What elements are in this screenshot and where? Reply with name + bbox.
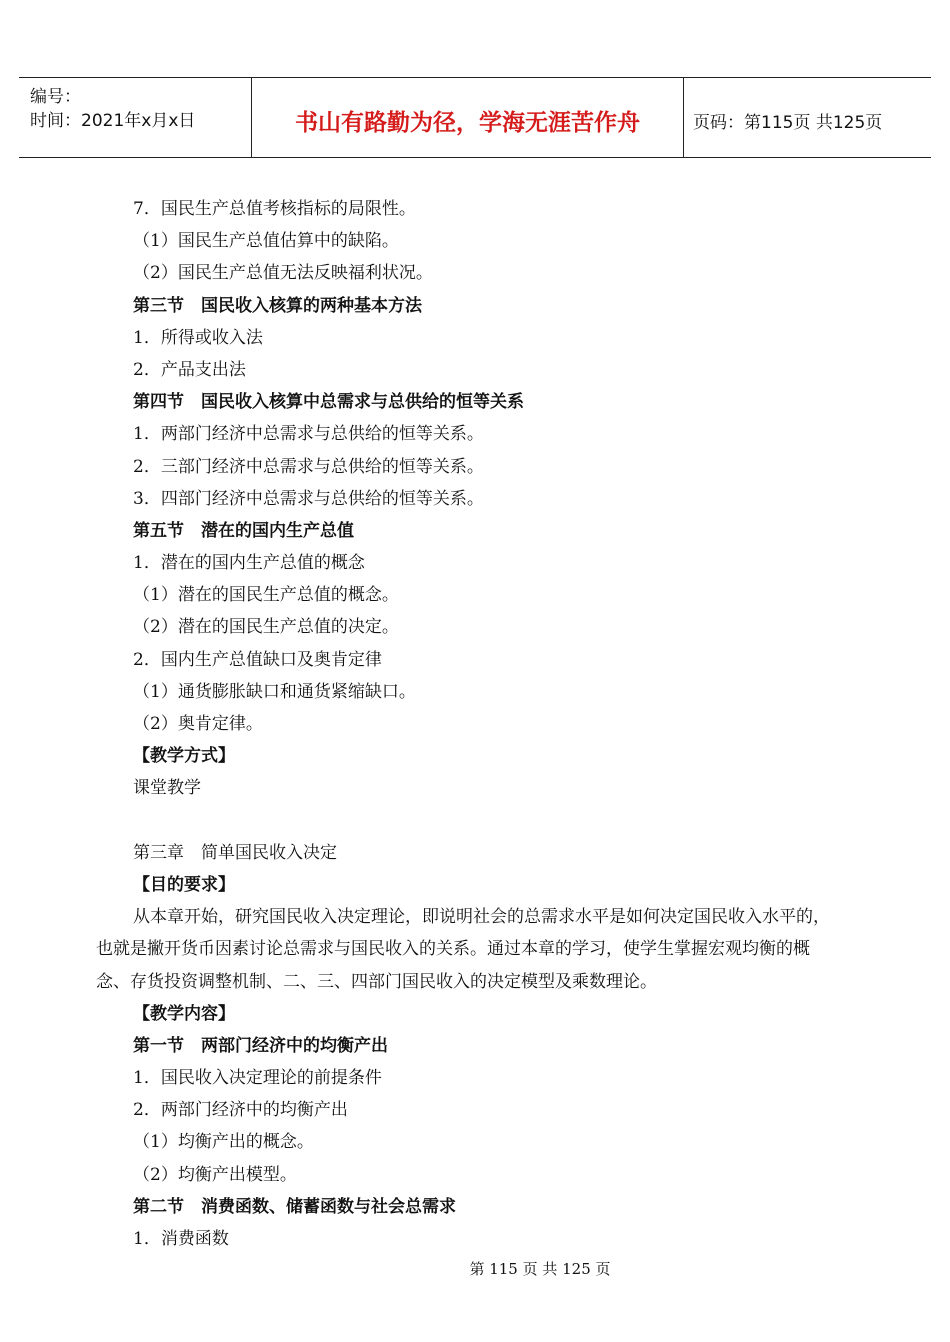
objectives-paragraph: 从本章开始，研究国民收入决定理论，即说明社会的总需求水平是如何决定国民收入水平的，也就是撇开货币因素讨论总需求与国民收入的关系。通过本章的学习，使学生掌握宏观均衡的概念、存货投资调整机制、二、三、四部门国民收入的决定模型及乘数理论。 [96, 907, 830, 992]
list-item: 2．国内生产总值缺口及奥肯定律 [133, 649, 382, 670]
list-item: （2）均衡产出模型。 [133, 1164, 297, 1185]
list-item: 3．四部门经济中总需求与总供给的恒等关系。 [133, 488, 484, 509]
header-motto-cell [251, 78, 684, 157]
list-item: （1）通货膨胀缺口和通货紧缩缺口。 [133, 681, 416, 702]
header-page-cell [683, 78, 931, 157]
list-item: 2．产品支出法 [133, 359, 246, 380]
list-item: 1．消费函数 [133, 1229, 229, 1250]
section-heading: 第五节 潜在的国内生产总值 [133, 520, 354, 541]
list-item: 2．两部门经济中的均衡产出 [133, 1100, 348, 1121]
header-meta-cell [19, 78, 251, 157]
page-footer: 第 115 页 共 125 页 [469, 1260, 611, 1278]
teaching-method-heading: 【教学方式】 [133, 746, 235, 767]
document-body [96, 193, 873, 1255]
list-item: 2．三部门经济中总需求与总供给的恒等关系。 [133, 456, 484, 477]
section-heading: 第四节 国民收入核算中总需求与总供给的恒等关系 [133, 392, 524, 413]
teaching-method-text: 课堂教学 [133, 778, 201, 799]
list-item: 1．所得或收入法 [133, 327, 263, 348]
content-heading: 【教学内容】 [133, 1003, 235, 1024]
list-item: （1）均衡产出的概念。 [133, 1132, 314, 1153]
header-motto: 书山有路勤为径，学海无涯苦作舟 [295, 110, 640, 136]
list-item: （2）潜在的国民生产总值的决定。 [133, 617, 399, 638]
chapter-title: 第三章 简单国民收入决定 [133, 842, 337, 863]
list-item: 1．潜在的国内生产总值的概念 [133, 553, 365, 574]
blank-line [133, 805, 873, 837]
document-time-label: 时间：2021年x月x日 [30, 111, 196, 131]
list-item: 1．两部门经济中总需求与总供给的恒等关系。 [133, 424, 484, 445]
list-item: （1）国民生产总值估算中的缺陷。 [133, 231, 399, 252]
list-item: 7．国民生产总值考核指标的局限性。 [133, 199, 416, 219]
list-item: （2）奥肯定律。 [133, 714, 263, 734]
list-item: （1）潜在的国民生产总值的概念。 [133, 585, 399, 606]
list-item: 1．国民收入决定理论的前提条件 [133, 1068, 382, 1089]
section-heading: 第一节 两部门经济中的均衡产出 [133, 1035, 388, 1056]
page-header [19, 77, 931, 158]
header-page-number: 页码：第115页 共125页 [693, 113, 883, 133]
section-heading: 第二节 消费函数、储蓄函数与社会总需求 [133, 1196, 456, 1217]
section-heading: 第三节 国民收入核算的两种基本方法 [133, 295, 422, 316]
list-item: （2）国民生产总值无法反映福利状况。 [133, 263, 433, 284]
objectives-heading: 【目的要求】 [133, 874, 235, 895]
document-number-label: 编号： [30, 87, 81, 107]
